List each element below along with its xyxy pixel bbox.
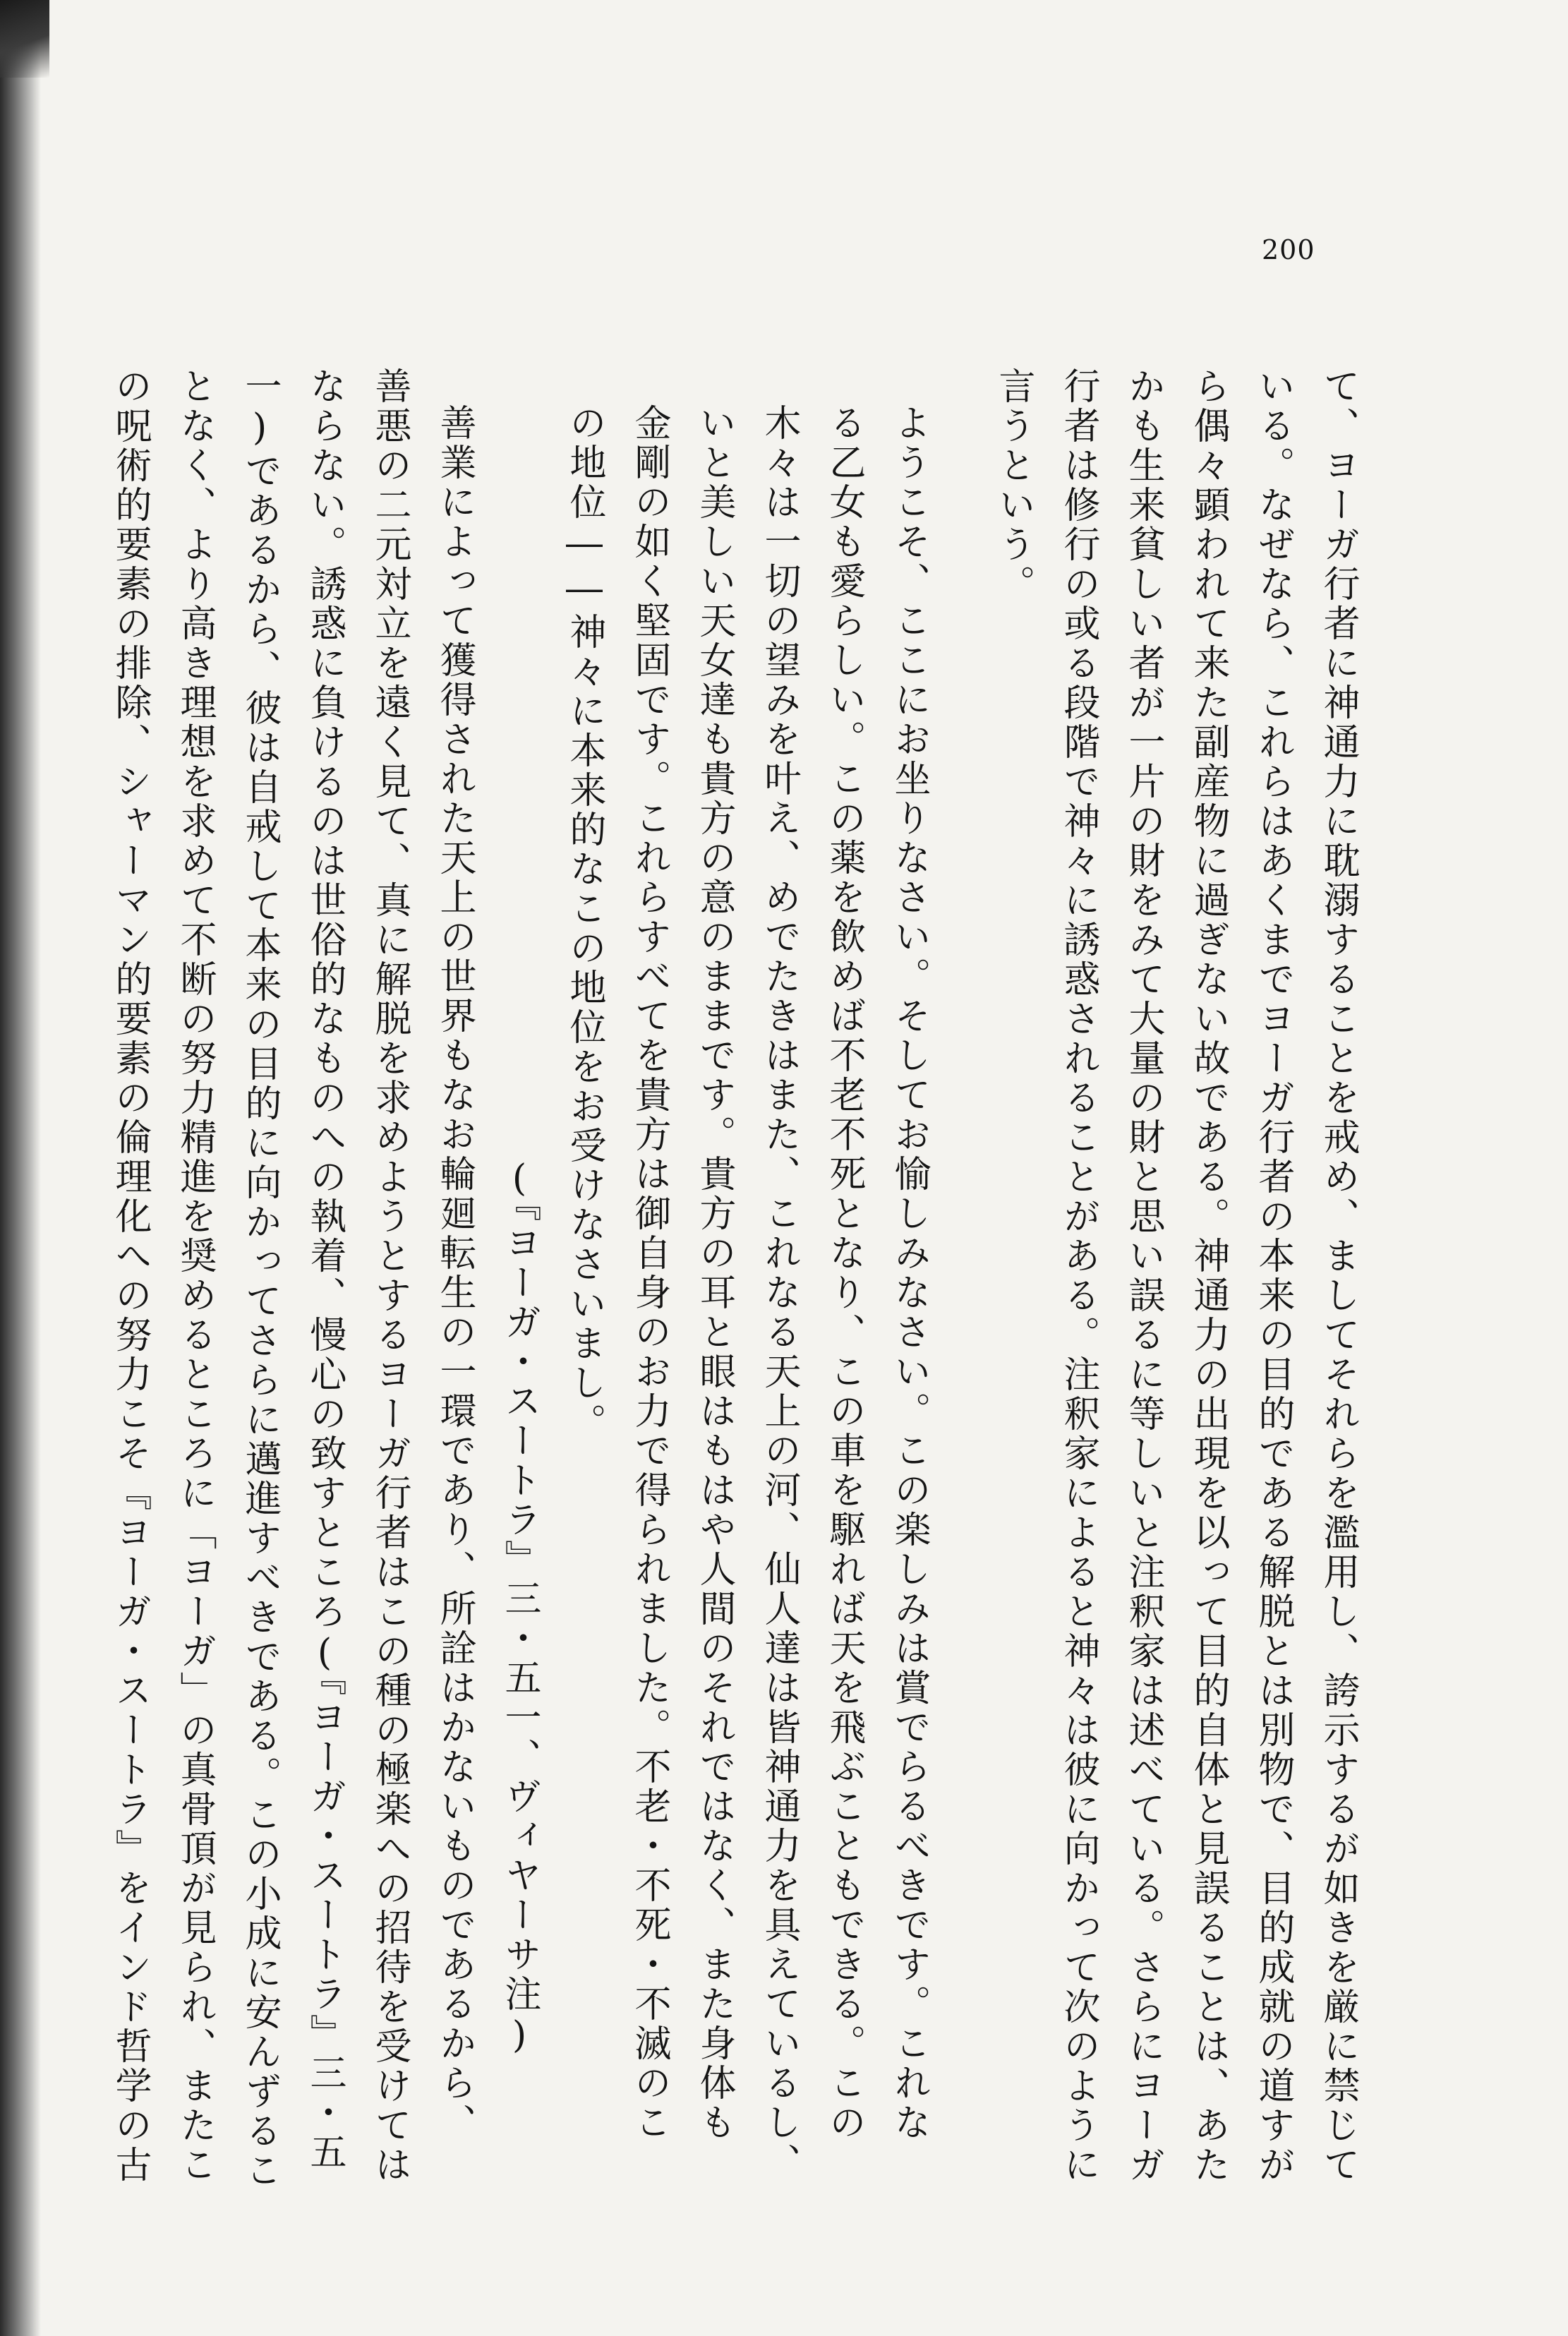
- vertical-text-block: [97, 367, 1370, 2191]
- text-column: ら偶々顕われて来た副産物に過ぎない故である。神通力の出現を以って目的自体と見誤ることは、あた: [1187, 367, 1229, 2185]
- citation: (『ヨーガ・スートラ』三・五一、ヴィヤーサ注): [498, 1157, 541, 2059]
- text-column: かも生来貧しい者が一片の財をみて大量の財と思い誤るに等しいと注釈家は述べている。さらにヨーガ: [1122, 367, 1164, 2185]
- text-column: の呪術的要素の排除、シャーマン的要素の倫理化への努力こそ『ヨーガ・スートラ』をインド哲学の古: [109, 367, 151, 2185]
- text-column: いる。なぜなら、これらはあくまでヨーガ行者の本来の目的である解脱とは別物で、目的成就の道すが: [1252, 367, 1294, 2185]
- quote-column: 木々は一切の望みを叶え、めでたきはまた、これなる天上の河、仙人達は皆神通力を具えているし、: [758, 404, 800, 2182]
- text-column: 一)であるから、彼は自戒して本来の目的に向かってさらに邁進すべきである。この小成に安んずるこ: [239, 367, 281, 2191]
- quote-column: の地位――神々に本来的なこの地位をお受けなさいまし。: [563, 404, 605, 1443]
- book-binding-shadow: [0, 0, 41, 2336]
- text-column: 言うという。: [992, 367, 1035, 604]
- text-column: 行者は修行の或る段階で神々に誘惑されることがある。注釈家によると神々は彼に向かって次のように: [1057, 367, 1099, 2185]
- quote-column: る乙女も愛らしい。この薬を飲めば不老不死となり、この車を駆れば天を飛ぶこともできる。この: [823, 404, 865, 2143]
- text-column: ならない。誘惑に負けるのは世俗的なものへの執着、慢心の致すところ(『ヨーガ・スートラ』三・五: [303, 367, 346, 2172]
- text-column: て、ヨーガ行者に神通力に耽溺することを戒め、ましてそれらを濫用し、誇示するが如きを厳に禁じて: [1317, 367, 1359, 2185]
- page-number: 200: [1262, 234, 1315, 265]
- text-column: 善悪の二元対立を遠く見て、真に解脱を求めようとするヨーガ行者はこの種の極楽への招待を受けては: [368, 367, 411, 2185]
- quote-column: 金剛の如く堅固です。これらすべてを貴方は御自身のお力で得られました。不老・不死・不滅のこ: [628, 404, 670, 2143]
- text-column: となく、より高き理想を求めて不断の努力精進を奨めるところに「ヨーガ」の真骨頂が見られ、またこ: [174, 367, 216, 2185]
- quote-column: ようこそ、ここにお坐りなさい。そしてお愉しみなさい。この楽しみは賞でらるべきです。これな: [888, 404, 930, 2143]
- quote-column: いと美しい天女達も貴方の意のままです。貴方の耳と眼はもはや人間のそれではなく、また身体も: [693, 404, 735, 2143]
- paragraph-gap: [941, 367, 981, 2089]
- page-corner-shadow: [0, 0, 49, 78]
- text-column: 善業によって獲得された天上の世界もなお輪廻転生の一環であり、所詮はかないものであるから、: [433, 404, 476, 2143]
